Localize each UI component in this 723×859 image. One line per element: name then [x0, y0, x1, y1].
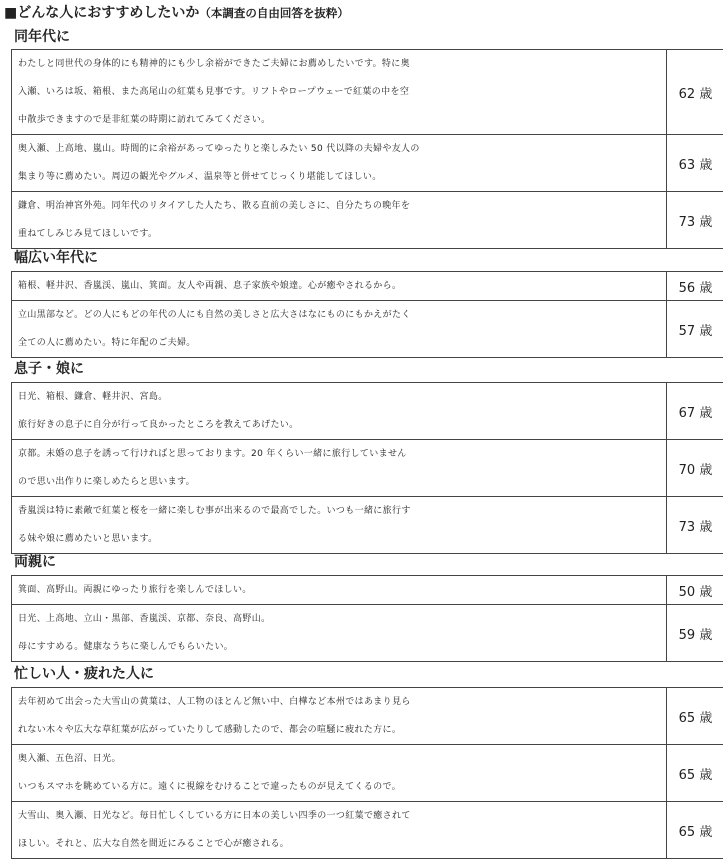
- comment-line: 旅行好きの息子に自分が行って良かったところを教えてあげたい。: [18, 420, 299, 430]
- comment-line: 箱根、軽井沢、香嵐渓、嵐山、箕面。友人や両親、息子家族や娘達。心が癒やされるから。: [18, 281, 402, 291]
- comment-table: [11, 575, 723, 662]
- comment-line: 入瀬、いろは坂、箱根、また高尾山の紅葉も見事です。リフトやロープウェーで紅葉の中を空: [18, 87, 410, 97]
- comment-line: 中散歩できますので是非紅葉の時期に訪れてみてください。: [18, 115, 271, 125]
- comment-line: 全ての人に薦めたい。特に年配のご夫婦。: [18, 338, 196, 348]
- comment-cell: [12, 440, 667, 497]
- comment-cell: [12, 688, 667, 745]
- comment-table: [11, 382, 723, 554]
- comment-cell: [12, 605, 667, 662]
- comment-line: 集まり等に薦めたい。周辺の観光やグルメ、温泉等と併せてじっくり堪能してほしい。: [18, 172, 382, 182]
- table-row: [12, 301, 723, 358]
- comment-line: 奥入瀬、上高地、嵐山。時間的に余裕があってゆったりと楽しみたい 50 代以降の夫婦や友人の: [18, 144, 420, 154]
- age-cell: 73 歳: [667, 497, 723, 554]
- section-heading: 同年代に: [14, 29, 70, 45]
- comment-table: [11, 271, 723, 358]
- age-cell: 65 歳: [667, 802, 723, 859]
- comment-line: いつもスマホを眺めている方に。遠くに視線をむけることで違ったものが見えてくるので。: [18, 782, 401, 792]
- age-cell: 62 歳: [667, 50, 723, 135]
- title-main: ■どんな人におすすめしたいか: [4, 5, 200, 21]
- table-row: [12, 135, 723, 192]
- comment-line: 京都。未婚の息子を誘って行ければと思っております。20 年くらい一緒に旅行していません: [18, 449, 407, 459]
- section-heading: 息子・娘に: [14, 361, 84, 377]
- comment-cell: [12, 497, 667, 554]
- section-heading: 忙しい人・疲れた人に: [14, 666, 154, 682]
- age-cell: 56 歳: [667, 272, 723, 301]
- table-row: [12, 605, 723, 662]
- comment-cell: [12, 576, 667, 605]
- comment-line: 重ねてしみじみ見てほしいです。: [18, 229, 158, 239]
- table-row: [12, 576, 723, 605]
- comment-cell: [12, 383, 667, 440]
- table-row: [12, 272, 723, 301]
- comment-line: 去年初めて出会った大雪山の黄葉は、人工物のほとんど無い中、白樺など本州ではあまり見ら: [18, 697, 411, 707]
- comment-line: 大雪山、奥入瀬、日光など。毎日忙しくしている方に日本の美しい四季の一つ紅葉で癒されて: [18, 811, 411, 821]
- table-row: [12, 802, 723, 859]
- comment-cell: [12, 301, 667, 358]
- table-row: [12, 50, 723, 135]
- comment-cell: [12, 802, 667, 859]
- age-cell: 59 歳: [667, 605, 723, 662]
- table-row: [12, 745, 723, 802]
- comment-line: 立山黒部など。どの人にもどの年代の人にも自然の美しさと広大さはなにものにもかえがたく: [18, 310, 411, 320]
- age-cell: 65 歳: [667, 688, 723, 745]
- comment-line: 香嵐渓は特に素敵で紅葉と桜を一緒に楽しむ事が出来るので最高でした。いつも一緒に旅行す: [18, 506, 411, 516]
- comment-table: [11, 687, 723, 859]
- comment-line: れない木々や広大な草紅葉が広がっていたりして感動したので、都会の喧騒に疲れた方に。: [18, 725, 402, 735]
- comment-table: [11, 49, 723, 249]
- table-row: [12, 497, 723, 554]
- comment-cell: [12, 135, 667, 192]
- age-cell: 50 歳: [667, 576, 723, 605]
- table-row: [12, 192, 723, 249]
- age-cell: 70 歳: [667, 440, 723, 497]
- age-cell: 57 歳: [667, 301, 723, 358]
- comment-line: ほしい。それと、広大な自然を間近にみることで心が癒される。: [18, 839, 290, 849]
- comment-cell: [12, 272, 667, 301]
- comment-cell: [12, 192, 667, 249]
- age-cell: 63 歳: [667, 135, 723, 192]
- comment-line: 奥入瀬、五色沼、日光。: [18, 754, 121, 764]
- page-title: [4, 2, 349, 24]
- comment-line: わたしと同世代の身体的にも精神的にも少し余裕ができたご夫婦にお薦めしたいです。特に奥: [18, 59, 410, 69]
- age-cell: 73 歳: [667, 192, 723, 249]
- comment-line: る妹や娘に薦めたいと思います。: [18, 534, 158, 544]
- section-heading: 両親に: [14, 554, 56, 570]
- comment-line: 日光、上高地、立山・黒部、香嵐渓、京都、奈良、高野山。: [18, 614, 271, 624]
- table-row: [12, 383, 723, 440]
- comment-cell: [12, 50, 667, 135]
- title-note: （本調査の自由回答を抜粋）: [199, 6, 349, 20]
- age-cell: 67 歳: [667, 383, 723, 440]
- section-heading: 幅広い年代に: [14, 250, 98, 266]
- age-cell: 65 歳: [667, 745, 723, 802]
- comment-line: 日光、箱根、鎌倉、軽井沢、宮島。: [18, 392, 168, 402]
- comment-cell: [12, 745, 667, 802]
- comment-line: 箕面、高野山。両親にゆったり旅行を楽しんでほしい。: [18, 585, 252, 595]
- table-row: [12, 688, 723, 745]
- comment-line: ので思い出作りに楽しめたらと思います。: [18, 477, 195, 487]
- comment-line: 鎌倉、明治神宮外苑。同年代のリタイアした人たち、散る直前の美しさに、自分たちの晩年を: [18, 201, 411, 211]
- comment-line: 母にすすめる。健康なうちに楽しんでもらいたい。: [18, 642, 234, 652]
- table-row: [12, 440, 723, 497]
